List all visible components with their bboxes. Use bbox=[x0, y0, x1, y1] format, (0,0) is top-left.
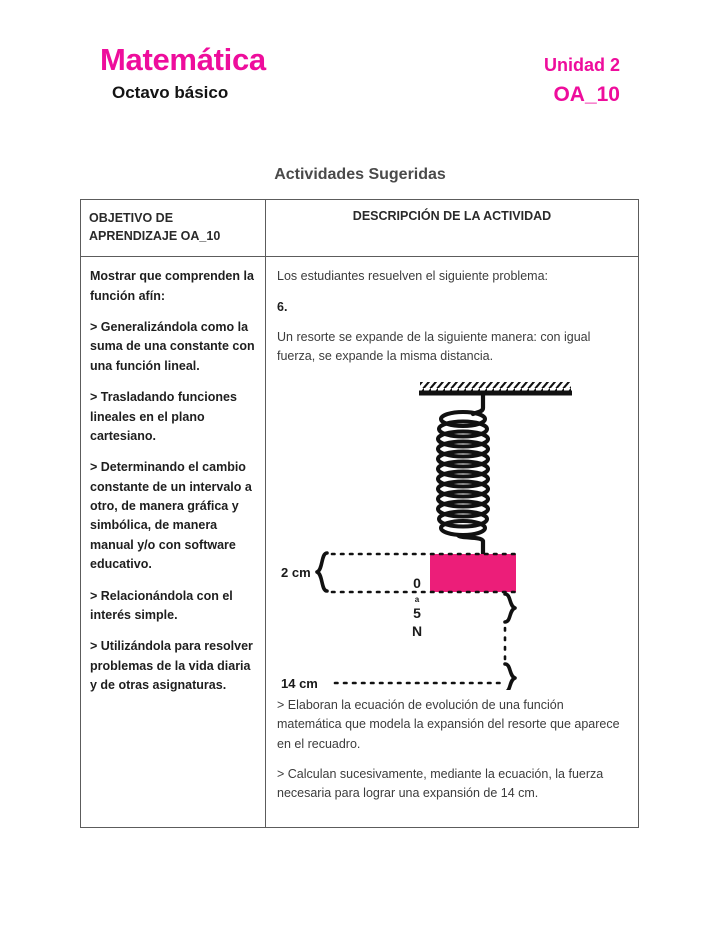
activity-statement: Un resorte se expande de la siguiente manera: con igual fuerza, se expande la misma distancia. bbox=[277, 330, 591, 364]
label-force-five: 5 bbox=[413, 604, 421, 621]
objective-intro: Mostrar que comprenden la función afín: bbox=[90, 269, 254, 303]
subject-level: Octavo básico bbox=[112, 83, 229, 102]
objective-item-2: > Trasladando funciones lineales en el plano cartesiano. bbox=[90, 390, 237, 443]
activity-cell bbox=[266, 257, 639, 827]
objective-header-label: OBJETIVO DE APRENDIZAJE OA_10 bbox=[89, 211, 221, 244]
spring-bottom-connector bbox=[458, 535, 483, 554]
label-force-unit: N bbox=[411, 622, 423, 639]
activities-table bbox=[80, 199, 639, 828]
objective-content bbox=[81, 257, 265, 709]
label-14cm: 14 cm bbox=[281, 675, 318, 690]
activity-intro: Los estudiantes resuelven el siguiente problema: bbox=[277, 269, 549, 284]
table-content-row bbox=[81, 257, 639, 827]
activity-task-1: > Elaboran la ecuación de evolución de una función matemática que modela la expansión del resorte que aparece en el recuadro. bbox=[277, 697, 620, 751]
activity-tasks bbox=[277, 696, 628, 804]
subject-title: Matemática bbox=[100, 42, 266, 77]
spring-coil-icon bbox=[438, 412, 488, 535]
brace-2cm bbox=[317, 553, 327, 591]
activity-number: 6. bbox=[277, 299, 288, 314]
spring-diagram bbox=[277, 378, 629, 690]
page-header bbox=[0, 0, 720, 130]
ceiling-support-icon bbox=[419, 382, 572, 396]
section-title: Actividades Sugeridas bbox=[274, 166, 446, 183]
hanging-mass-block bbox=[430, 554, 516, 592]
description-header-label: DESCRIPCIÓN DE LA ACTIVIDAD bbox=[352, 209, 552, 223]
label-force-zero: 0 bbox=[413, 574, 421, 591]
label-force-a: a bbox=[414, 594, 420, 604]
activity-content bbox=[266, 257, 638, 826]
header-cell-description bbox=[266, 200, 639, 257]
unit-label: Unidad 2 bbox=[543, 55, 620, 75]
activity-task-2: > Calculan sucesivamente, mediante la ecuación, la fuerza necesaria para lograr una expansión de 14 cm. bbox=[277, 766, 604, 801]
objective-item-4: > Relacionándola con el interés simple. bbox=[90, 588, 233, 622]
oa-code-label: OA_10 bbox=[553, 83, 620, 106]
header-cell-objective bbox=[81, 200, 266, 257]
label-2cm: 2 cm bbox=[281, 564, 311, 580]
objective-item-5: > Utilizándola para resolver problemas de la vida diaria y de otras asignaturas. bbox=[90, 639, 253, 692]
brace-segment-first bbox=[505, 594, 515, 622]
objective-cell bbox=[81, 257, 266, 827]
brace-segment-last bbox=[505, 664, 515, 690]
objective-item-3: > Determinando el cambio constante de un intervalo a otro, de manera gráfica y simbólica, de manera manual y/o con software educativo. bbox=[90, 460, 252, 572]
table-header-row bbox=[81, 200, 639, 257]
objective-item-1: > Generalizándola como la suma de una constante con una función lineal. bbox=[90, 320, 255, 373]
